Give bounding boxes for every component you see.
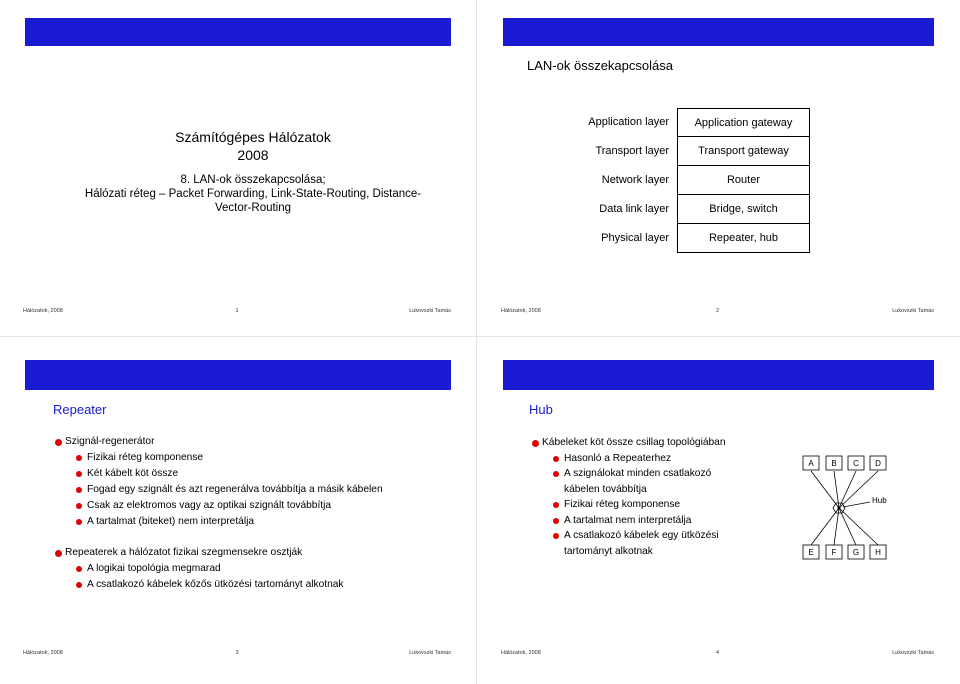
slide-1-subtitle xyxy=(43,173,463,215)
sub-bullet-item: Fizikai réteg komponense xyxy=(53,450,383,466)
slide-header-bar xyxy=(25,18,451,46)
hub-center-dot xyxy=(838,507,841,510)
sub-bullet-item: A csatlakozó kábelek egy ütközési xyxy=(530,528,726,544)
footer-author: Lukovszki Tamás xyxy=(892,308,934,314)
node-label: B xyxy=(831,459,837,468)
node-label: A xyxy=(808,459,814,468)
slide-1-title xyxy=(43,128,463,164)
node-label: E xyxy=(808,548,814,557)
footer-page-number: 4 xyxy=(715,650,720,656)
sub-bullet-continuation: tartományt alkotnak xyxy=(564,545,653,557)
layer-row xyxy=(579,108,810,137)
node-label: G xyxy=(852,548,860,557)
footer-author: Lukovszki Tamás xyxy=(409,308,451,314)
horizontal-divider xyxy=(0,336,960,337)
sub-bullet-item: Két kábelt köt össze xyxy=(53,466,383,482)
title-line: 2008 xyxy=(237,147,269,163)
slide-4 xyxy=(481,343,956,676)
layer-row xyxy=(579,195,810,224)
layer-row xyxy=(579,137,810,166)
bullet-list xyxy=(530,435,726,559)
slide-header-bar xyxy=(503,18,934,46)
sub-bullet-item: A csatlakozó kábelek kőzős ütközési tartományt alkotnak xyxy=(53,577,383,593)
sub-bullet-item: A tartalmat (biteket) nem interpretálja xyxy=(53,514,383,530)
layer-name: Application layer xyxy=(588,116,669,128)
layer-device: Transport gateway xyxy=(677,137,810,166)
bullet-list xyxy=(53,434,383,593)
layer-name: Data link layer xyxy=(599,203,669,215)
layer-table xyxy=(579,108,810,253)
footer-author: Lukovszki Tamás xyxy=(409,650,451,656)
title-line: Számítógépes Hálózatok xyxy=(175,129,331,145)
layer-name: Physical layer xyxy=(601,232,669,244)
footer-page-number: 3 xyxy=(235,650,239,656)
node-label: H xyxy=(875,548,881,557)
footer-left: Hálózatok, 2008 xyxy=(501,650,541,656)
slide-1 xyxy=(3,0,473,330)
sub-bullet-item: A tartalmat nem interpretálja xyxy=(530,513,726,529)
slide-3 xyxy=(3,343,473,676)
sub-bullet-continuation: kábelen továbbítja xyxy=(564,483,647,495)
slide-4-title: Hub xyxy=(529,402,553,417)
bullet-item: Szignál-regenerátor xyxy=(53,434,383,450)
sub-bullet-item: Csak az elektromos vagy az optikai szignált továbbítja xyxy=(53,498,383,514)
slide-3-title: Repeater xyxy=(53,402,107,417)
layer-name: Transport layer xyxy=(595,145,669,157)
layer-row xyxy=(579,166,810,195)
spacer xyxy=(53,530,383,545)
slide-2 xyxy=(481,0,956,330)
layer-device: Repeater, hub xyxy=(677,224,810,253)
sub-bullet-item: Fogad egy szignált és azt regenerálva továbbítja a másik kábelen xyxy=(53,482,383,498)
hub-star-diagram xyxy=(799,453,949,563)
slide-header-bar xyxy=(25,360,451,390)
subtitle-line: 8. LAN-ok összekapcsolása; xyxy=(180,174,326,186)
node-label: C xyxy=(853,459,859,468)
sub-bullet-item: A szignálokat minden csatlakozó xyxy=(530,466,726,482)
subtitle-line: Vector-Routing xyxy=(214,202,292,214)
layer-row xyxy=(579,224,810,253)
layer-device: Router xyxy=(677,166,810,195)
footer-left: Hálózatok, 2008 xyxy=(23,650,63,656)
footer-page-number: 1 xyxy=(235,308,239,314)
sub-bullet-item: Hasonló a Repeaterhez xyxy=(530,451,726,467)
layer-device: Application gateway xyxy=(677,108,810,137)
footer-page-number: 2 xyxy=(715,308,720,314)
layer-device: Bridge, switch xyxy=(677,195,810,224)
slide-header-bar xyxy=(503,360,934,390)
sub-bullet-item: A logikai topológia megmarad xyxy=(53,561,383,577)
hub-label: Hub xyxy=(872,496,887,505)
footer-left: Hálózatok, 2008 xyxy=(23,308,63,314)
subtitle-line: Hálózati réteg – Packet Forwarding, Link-State-Routing, Distance- xyxy=(84,188,422,200)
footer-left: Hálózatok, 2008 xyxy=(501,308,541,314)
node-label: D xyxy=(875,459,881,468)
bullet-item: Kábeleket köt össze csillag topológiában xyxy=(530,435,726,451)
vertical-divider xyxy=(476,0,477,684)
sub-bullet-item: Fizikai réteg komponense xyxy=(530,497,726,513)
slide-2-title: LAN-ok összekapcsolása xyxy=(527,58,673,73)
bullet-item: Repeaterek a hálózatot fizikai szegmensekre osztják xyxy=(53,545,383,561)
node-label: F xyxy=(831,548,837,557)
footer-author: Lukovszki Tamás xyxy=(892,650,934,656)
layer-name: Network layer xyxy=(601,174,669,186)
